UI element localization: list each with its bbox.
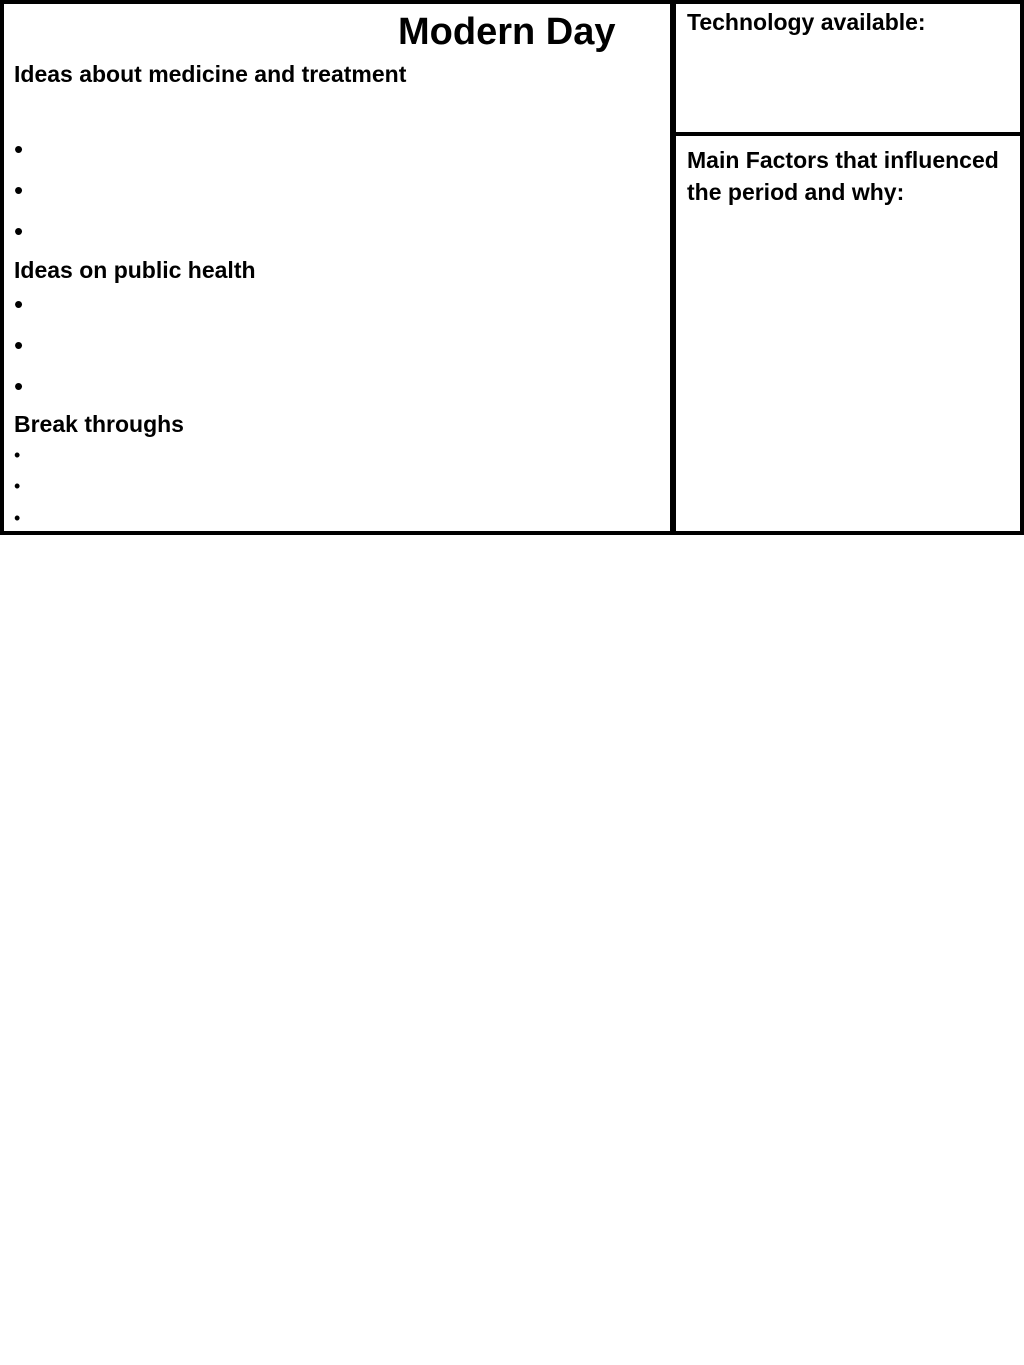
main-factors-label: Main Factors that influenced the period and why:: [687, 147, 999, 205]
heading-medicine-treatment: Ideas about medicine and treatment: [14, 61, 407, 87]
bullet-public-health-1: •: [14, 289, 24, 319]
technology-box: [672, 0, 1024, 136]
main-factors-box: [672, 132, 1024, 535]
bullet-public-health-2: •: [14, 330, 24, 360]
bullet-break-throughs-2: •: [14, 476, 21, 496]
main-content-box: [0, 0, 674, 535]
heading-break-throughs: Break throughs: [14, 411, 184, 437]
bullet-medicine-2: •: [14, 175, 24, 205]
bullet-break-throughs-1: •: [14, 445, 21, 465]
bullet-medicine-3: •: [14, 216, 24, 246]
bullet-medicine-1: •: [14, 134, 24, 164]
page-title: Modern Day: [398, 11, 616, 53]
heading-public-health: Ideas on public health: [14, 257, 256, 283]
bullet-break-throughs-3: •: [14, 508, 21, 528]
technology-label: Technology available:: [687, 9, 926, 35]
bullet-public-health-3: •: [14, 371, 24, 401]
